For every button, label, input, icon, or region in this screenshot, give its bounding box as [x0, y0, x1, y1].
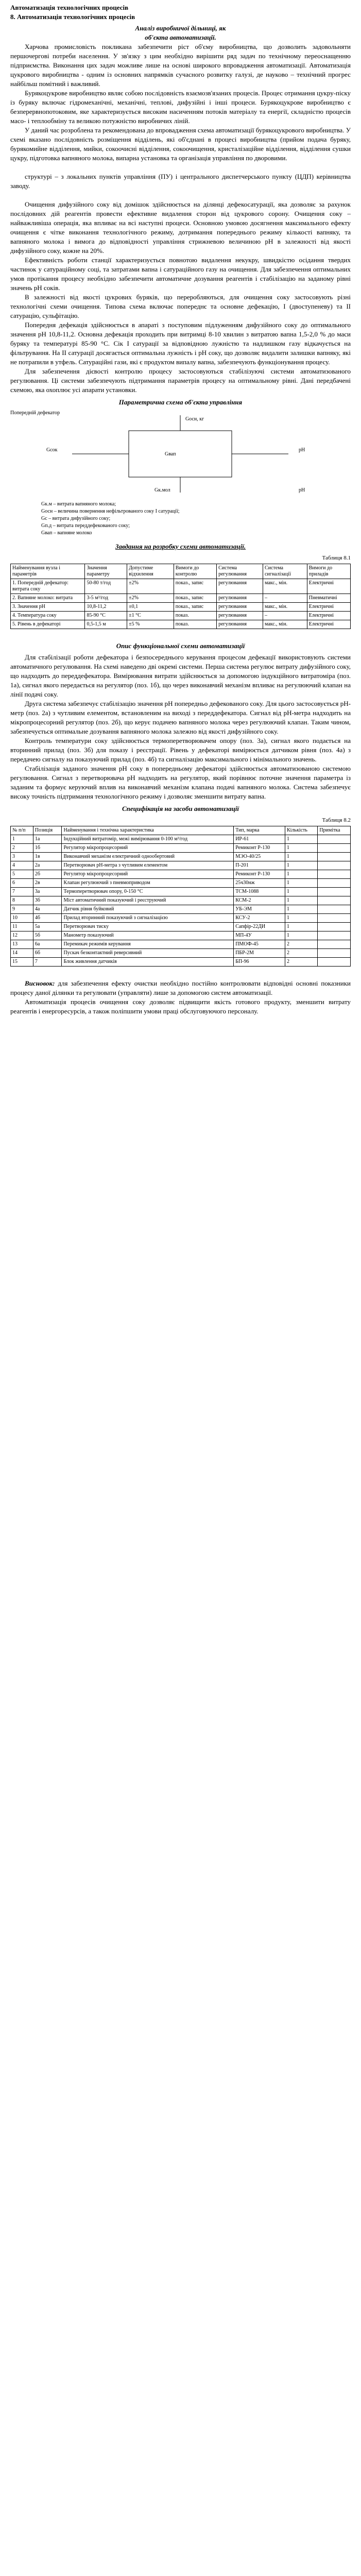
table-cell: 10,8-11,2 — [85, 603, 127, 612]
table-cell: 2 — [285, 949, 317, 958]
table-cell: Виконавчий механізм електричний однообертовий — [62, 853, 234, 861]
table-cell: Клапан регулюючий з пневмоприводом — [62, 879, 234, 888]
table-cell: Ремиконт Р-130 — [234, 844, 285, 853]
table-row — [11, 888, 351, 896]
table-cell: 1 — [285, 861, 317, 870]
table-cell: показ., запис — [174, 579, 216, 594]
legend-item: Gвап – вапняне молоко — [41, 530, 92, 536]
paragraph: Харчова промисловість покликана забезпечити ріст об'єму виробництва, що дозволить задовольняти першочергові потреби населення. У зв'язку з цим необхідно вирішити ряд задач по технічному переоснащенню підприємства. Виконання цих задач можливе лише на основі широкого впровадження автоматизації. Автоматизація цукрового виробництва - одним із основних напрямків сучасного розвитку галузі, де науково – технічний прогрес найбільш помітний і важливий. — [10, 43, 351, 88]
table-cell: Перетворювач тиску — [62, 923, 234, 931]
table-cell: 1 — [285, 888, 317, 896]
table-cell: 1 — [285, 923, 317, 931]
table-cell — [318, 835, 351, 844]
table-cell: Регулятор мікропроцесорний — [62, 844, 234, 853]
table-cell: 5 — [11, 870, 33, 879]
table-cell: ±2% — [127, 579, 174, 594]
diagram-lines — [10, 410, 351, 498]
table-cell: 6б — [33, 949, 62, 958]
table-cell: Міст автоматичний показуючий і реєструючий — [62, 896, 234, 905]
table-cell: регулювання — [217, 594, 263, 603]
table-cell: 4б — [33, 914, 62, 923]
table-cell: Електричні — [307, 612, 350, 620]
table-cell: ТСМ-1088 — [234, 888, 285, 896]
table-row — [11, 612, 351, 620]
table-cell: Регулятор мікропроцесорний — [62, 870, 234, 879]
task-table — [10, 564, 351, 629]
table-cell: КСМ-2 — [234, 896, 285, 905]
task-table-caption: Завдання на розробку схеми автоматизації. — [115, 543, 246, 550]
table-cell: 10 — [11, 914, 33, 923]
spec-table — [10, 826, 351, 967]
table-cell: 4 — [11, 861, 33, 870]
table-cell: Електричні — [307, 579, 350, 594]
table-cell: Ремиконт Р-130 — [234, 870, 285, 879]
table-cell: 5. Рівень в дефекаторі — [11, 620, 85, 629]
object-box — [129, 431, 232, 477]
table-cell: 1 — [285, 835, 317, 844]
table-cell: 14 — [11, 949, 33, 958]
diagram-legend — [41, 501, 351, 537]
table-cell: МП-4У — [234, 931, 285, 940]
table-cell: Блок живлення датчиків — [62, 958, 234, 967]
table-cell: Манометр показуючий — [62, 931, 234, 940]
paragraph: Для стабілізації роботи дефекатора і безпосереднього керування процесом дефекації використовують системи автоматичного регулювання. На схемі наведено дві окремі системи. Перша система регулює витрату дифузійного соку, що надходить до переддефекатора. Вимірювання витрати здійснюється за допомогою індукційного витратоміра (поз. 1а), сигнал якого передається на регулятор (поз. 1б), що через виконавчий механізм впливає на регулюючий клапан на лінії подачі соку. — [10, 653, 351, 698]
table-cell: 3-5 м³/год — [85, 594, 127, 603]
table-cell: Термоперетворювач опору, 0-150 °С — [62, 888, 234, 896]
table-cell: 1 — [285, 853, 317, 861]
table-cell: 12 — [11, 931, 33, 940]
diagram-label-juice: Gсок — [46, 447, 58, 453]
diagram-label-predefecator: Попередній дефекатор — [10, 410, 60, 416]
table-cell: макс., мін. — [263, 579, 307, 594]
table-cell: КСУ-2 — [234, 914, 285, 923]
section-title-line2: об'єкта автоматизації. — [145, 33, 216, 41]
table-cell: 15 — [11, 958, 33, 967]
table-cell — [318, 888, 351, 896]
paragraph: Попередня дефекація здійснюється в апараті з поступовим підлуженням дифузійного соку до оптимального значення pH 10,8-11,2. Основна дефекація проходить при витримці 8-10 хвилин з витратою вапна 1,5-2,0 % до маси буряку та температурі 85-90 °С. Сік I сатурації за відповідною лужністю та надлишком газу відкачується на фільтрування. На II сатурації досягається оптимальна лужність і рH соку, що дозволяє видалити залишки вапняку, які не потрапили в утфель. Сатураційні гази, які є продуктом випалу вапна, забезпечують функціонування процесу. — [10, 321, 351, 366]
table-cell: 9 — [11, 905, 33, 914]
table-header-row — [11, 564, 351, 579]
table-cell: 2 — [11, 844, 33, 853]
paragraph: Друга система забезпечує стабілізацію значення pH попередньо дефекованого соку. Для цього застосовується pH-метр (поз. 2а) з чутливим елементом, встановленим на виході з переддефекатора. Сигнал від pH-метра надходить на мікропроцесорний регулятор (поз. 2б), що керує подачею вапняного молока через регулюючий клапан. Таким чином, забезпечується оптимальне дозування вапняного молока залежно від якості дифузійного соку. — [10, 700, 351, 735]
table-row — [11, 923, 351, 931]
table-cell: 13 — [11, 940, 33, 949]
table-cell: 1 — [285, 905, 317, 914]
table-cell: 2в — [33, 879, 62, 888]
spec-title: Специфікація на засоби автоматизації — [122, 805, 239, 812]
table-cell — [318, 905, 351, 914]
table-header-cell: Вимоги до контролю — [174, 564, 216, 579]
table-cell: П-201 — [234, 861, 285, 870]
legend-item: Gс – витрата дифузійного соку; — [41, 516, 111, 521]
description-section-title: Опис функціональної схеми автоматизації — [116, 642, 245, 650]
table-header-row — [11, 826, 351, 835]
table-row — [11, 949, 351, 958]
legend-item: Gп.д – витрата переддефекованого соку; — [41, 523, 130, 529]
table-cell: 2б — [33, 870, 62, 879]
spec-table-label: Таблиця 8.2 — [322, 817, 351, 823]
table-cell: Перемикач режимів керування — [62, 940, 234, 949]
table-row — [11, 931, 351, 940]
table-cell: 1 — [285, 844, 317, 853]
table-row — [11, 940, 351, 949]
table-cell: макс., мін. — [263, 603, 307, 612]
table-cell — [318, 853, 351, 861]
table-header-cell: Примітка — [318, 826, 351, 835]
table-cell — [318, 958, 351, 967]
table-cell: 3 — [11, 853, 33, 861]
parametric-diagram — [10, 410, 351, 498]
table-row — [11, 896, 351, 905]
table-cell: 0,5-1,5 м — [85, 620, 127, 629]
table-header-cell: Найменування вузла і параметрів — [11, 564, 85, 579]
paragraph: В залежності від якості цукрових буряків, що переробляються, для очищення соку застосовують різні технологічні схеми очищення. Типова схема включає попереднє та основне дефекацію, І (двоступеневу) та II сатурацію, сульфітацію. — [10, 293, 351, 319]
table-cell: 5а — [33, 923, 62, 931]
table-row — [11, 835, 351, 844]
table-header-cell: Значення параметру — [85, 564, 127, 579]
table-cell — [318, 870, 351, 879]
table-cell: 1 — [11, 835, 33, 844]
table-cell: 3б — [33, 896, 62, 905]
table-cell: Електричні — [307, 603, 350, 612]
task-table-label: Таблиця 8.1 — [322, 555, 351, 561]
table-cell — [318, 896, 351, 905]
table-cell — [318, 949, 351, 958]
table-cell: 1а — [33, 835, 62, 844]
table-row — [11, 958, 351, 967]
table-cell: Датчик рівня буйковий — [62, 905, 234, 914]
diagram-label-return: Gосн, кг — [185, 416, 204, 422]
table-row — [11, 594, 351, 603]
table-row — [11, 579, 351, 594]
table-cell: 25ч30нж — [234, 879, 285, 888]
table-header-cell: № п/п — [11, 826, 33, 835]
table-cell: 1б — [33, 844, 62, 853]
table-cell: 50-80 т/год — [85, 579, 127, 594]
legend-item: Gосн – величина повернення нефільтрованого соку I сатурації; — [41, 509, 180, 514]
table-cell: регулювання — [217, 620, 263, 629]
table-cell — [318, 844, 351, 853]
table-cell: 2 — [285, 958, 317, 967]
table-cell: регулювання — [217, 603, 263, 612]
paragraph: Стабілізація заданого значення pH соку в попередньому дефекаторі здійснюється автоматизованою системою регулювання. Сигнал з перетворювача pH надходить на регулятор, який порівнює поточне значення параметра із заданим та формує керуючий вплив на виконавчий механізм клапана подачі вапняного молока. Система забезпечує високу точність підтримання технологічного режиму і дозволяє зменшити витрату вапна. — [10, 765, 351, 800]
table-cell: УБ-ЭМ — [234, 905, 285, 914]
table-cell: 85-90 °С — [85, 612, 127, 620]
table-cell: 4а — [33, 905, 62, 914]
table-cell: регулювання — [217, 612, 263, 620]
table-row — [11, 905, 351, 914]
table-cell — [318, 879, 351, 888]
table-cell: 1 — [285, 896, 317, 905]
table-cell: 1 — [285, 870, 317, 879]
table-header-cell: Допустиме відхилення — [127, 564, 174, 579]
table-row — [11, 861, 351, 870]
table-header-cell: Вимоги до приладів — [307, 564, 350, 579]
document-header-line2: 8. Автоматизація технологічних процесів — [10, 13, 135, 21]
section-title-line1: Аналіз виробничої дільниці, як — [135, 24, 226, 32]
table-cell: Прилад вторинний показуючий з сигналізацією — [62, 914, 234, 923]
paragraph: Для забезпечення дієвості контролю процесу застосовуються стабілізуючі системи автоматизованого регулювання. Ці системи забезпечують підтримання параметрів процесу на оптимальному рівні. Дані передбачені схемою, яка охоплює усі апарати установки. — [10, 367, 351, 394]
table-cell: регулювання — [217, 579, 263, 594]
table-cell: 1в — [33, 853, 62, 861]
table-header-cell: Система регулювання — [217, 564, 263, 579]
table-cell: ±0,1 — [127, 603, 174, 612]
diagram-label-ph-out: pH — [299, 487, 305, 493]
table-header-cell: Кількість — [285, 826, 317, 835]
table-row — [11, 870, 351, 879]
table-cell: – — [263, 594, 307, 603]
table-cell: – — [263, 612, 307, 620]
table-cell: 1. Попередній дефекатор: витрата соку — [11, 579, 85, 594]
table-cell — [318, 940, 351, 949]
table-cell: Пускач безконтактний реверсивний — [62, 949, 234, 958]
diagram-label-ph: pH — [299, 447, 305, 453]
table-row — [11, 620, 351, 629]
document-page — [0, 0, 361, 1016]
table-cell: БП-96 — [234, 958, 285, 967]
table-cell: ±5 % — [127, 620, 174, 629]
table-cell: ±1 °С — [127, 612, 174, 620]
paragraph: Контроль температури соку здійснюється термоперетворювачем опору (поз. 3а), сигнал якого подається на вторинний прилад (поз. 3б) для показу і реєстрації. Рівень у дефекаторі вимірюється датчиком рівня (поз. 4а) з передачею сигналу на показуючий прилад (поз. 4б) та сигналізацію максимального і мінімального значень. — [10, 737, 351, 763]
table-row — [11, 853, 351, 861]
table-cell: 7 — [11, 888, 33, 896]
table-cell — [318, 931, 351, 940]
table-cell: Електричні — [307, 620, 350, 629]
table-cell — [318, 861, 351, 870]
table-cell: 2. Вапняне молоко: витрата — [11, 594, 85, 603]
table-cell: 6а — [33, 940, 62, 949]
table-cell: ИР-61 — [234, 835, 285, 844]
table-cell — [318, 923, 351, 931]
paragraph: Автоматизація процесів очищення соку дозволяє підвищити якість готового продукту, зменшити витрату реагентів і енергоресурсів, а також поліпшити умови праці обслуговуючого персоналу. — [10, 998, 351, 1015]
table-cell: Індукційний витратомір, межі вимірювання 0-100 м³/год — [62, 835, 234, 844]
diagram-title: Параметрична схема об'єкта управління — [118, 398, 243, 406]
conclusion-label: Висновок: — [25, 979, 55, 987]
legend-item: Gк.м – витрата вапняного молока; — [41, 501, 116, 507]
table-cell: 1 — [285, 914, 317, 923]
table-header-cell: Тип, марка — [234, 826, 285, 835]
table-header-cell: Найменування і технічна характеристика — [62, 826, 234, 835]
table-cell: 2а — [33, 861, 62, 870]
table-cell: 1 — [285, 879, 317, 888]
table-cell: ±2% — [127, 594, 174, 603]
table-cell: Сапфір-22ДИ — [234, 923, 285, 931]
table-cell: 6 — [11, 879, 33, 888]
diagram-label-lime: Gвап — [165, 451, 176, 457]
table-cell: 8 — [11, 896, 33, 905]
conclusion-paragraph — [10, 979, 351, 997]
diagram-label-lime-milk: Gк.мол — [154, 487, 170, 493]
document-header-line1: Автоматизація технологічних процесів — [10, 4, 129, 11]
table-row — [11, 879, 351, 888]
table-cell: Пневматичні — [307, 594, 350, 603]
table-cell: показ. — [174, 612, 216, 620]
paragraph: У даний час розроблена та рекомендована до впровадження схема автоматизації бурякоцукрового виробництва. У схемі вказано послідовність розміщення відділень, які об'єднані в процесі виробництва (прийом подача буряку, бурякомийне відділення, мийки, сокоочисні відділення, сокоочищення, кристалізаційне відділення, відділення сушки цукру, підготовка вапняного молока, випарна установка та організація управління по дворовими. — [10, 126, 351, 162]
table-cell: показ., запис — [174, 594, 216, 603]
table-cell: 7 — [33, 958, 62, 967]
table-row — [11, 844, 351, 853]
table-cell — [318, 914, 351, 923]
table-cell: 1 — [285, 931, 317, 940]
paragraph: Бурякоцукрове виробництво являє собою послідовність взаємозв'язаних процесів. Процес отримання цукру-піску із буряку включає гідромеханічні, механічні, теплові, дифузійні і інші процеси. Бурякоцукрове виробництво є безперервнопотоковим, яке характеризується високим насиченням потоків матеріалу та енергії, складністю процесів масо- і теплообміну та великою потужністю виробничих ліній. — [10, 89, 351, 125]
table-cell: 4. Температура соку — [11, 612, 85, 620]
table-cell: 3. Значення pH — [11, 603, 85, 612]
paragraph: Ефективність роботи станції характеризується повнотою видалення некукру, швидкістю осідання твердих частинок у сатураційному соці, та затратами вапна і сатураційного газу на очищення. Для забезпечення оптимальних умов протікання процесу необхідно забезпечити автоматичне дозування реагентів і стабілізацію на заданому рівні значень pH соків. — [10, 256, 351, 292]
table-header-cell: Позиція — [33, 826, 62, 835]
table-cell: показ. — [174, 620, 216, 629]
table-cell: ПБР-2М — [234, 949, 285, 958]
table-row — [11, 603, 351, 612]
table-cell: 5б — [33, 931, 62, 940]
table-header-cell: Система сигналізації — [263, 564, 307, 579]
paragraph: Очищення дифузійного соку від домішок здійснюється на ділянці дефекосатурації, яка дозволяє за рахунок послідовних дій реагентів провести ефективне видалення сторон від цукрового сорону. Очищення соку – найважливіша операція, яка впливає на всі наступні процеси. Основною умовою досягнення максимального ефекту очищення є чітке виконання технологічного режиму, дотримання попереднього режиму кількості вапняку, та вапняного молока і вимога до відповідності управління стрижневою величиною pH в залежності від якості дифузійного соку, кожне на 20%. — [10, 200, 351, 255]
paragraph: структурі – з локальних пунктів управління (ПУ) і центрального диспетчерського пункту (ЦДП) керівництва заводу. — [10, 173, 351, 190]
table-cell: макс., мін. — [263, 620, 307, 629]
table-cell: ПМОФ-45 — [234, 940, 285, 949]
table-cell: 2 — [285, 940, 317, 949]
table-cell: показ., запис — [174, 603, 216, 612]
table-cell: Перетворювач pH-метра з чутливим елементом — [62, 861, 234, 870]
table-cell: 11 — [11, 923, 33, 931]
table-cell: 3а — [33, 888, 62, 896]
conclusion-text: для забезпечення ефекту очистки необхідно постійно контролювати відповідні основні показники процесу даної ділянки та регулювати (управляти) лише за допомогою систем автоматизації. — [10, 979, 351, 996]
table-row — [11, 914, 351, 923]
table-cell: МЭО-40/25 — [234, 853, 285, 861]
